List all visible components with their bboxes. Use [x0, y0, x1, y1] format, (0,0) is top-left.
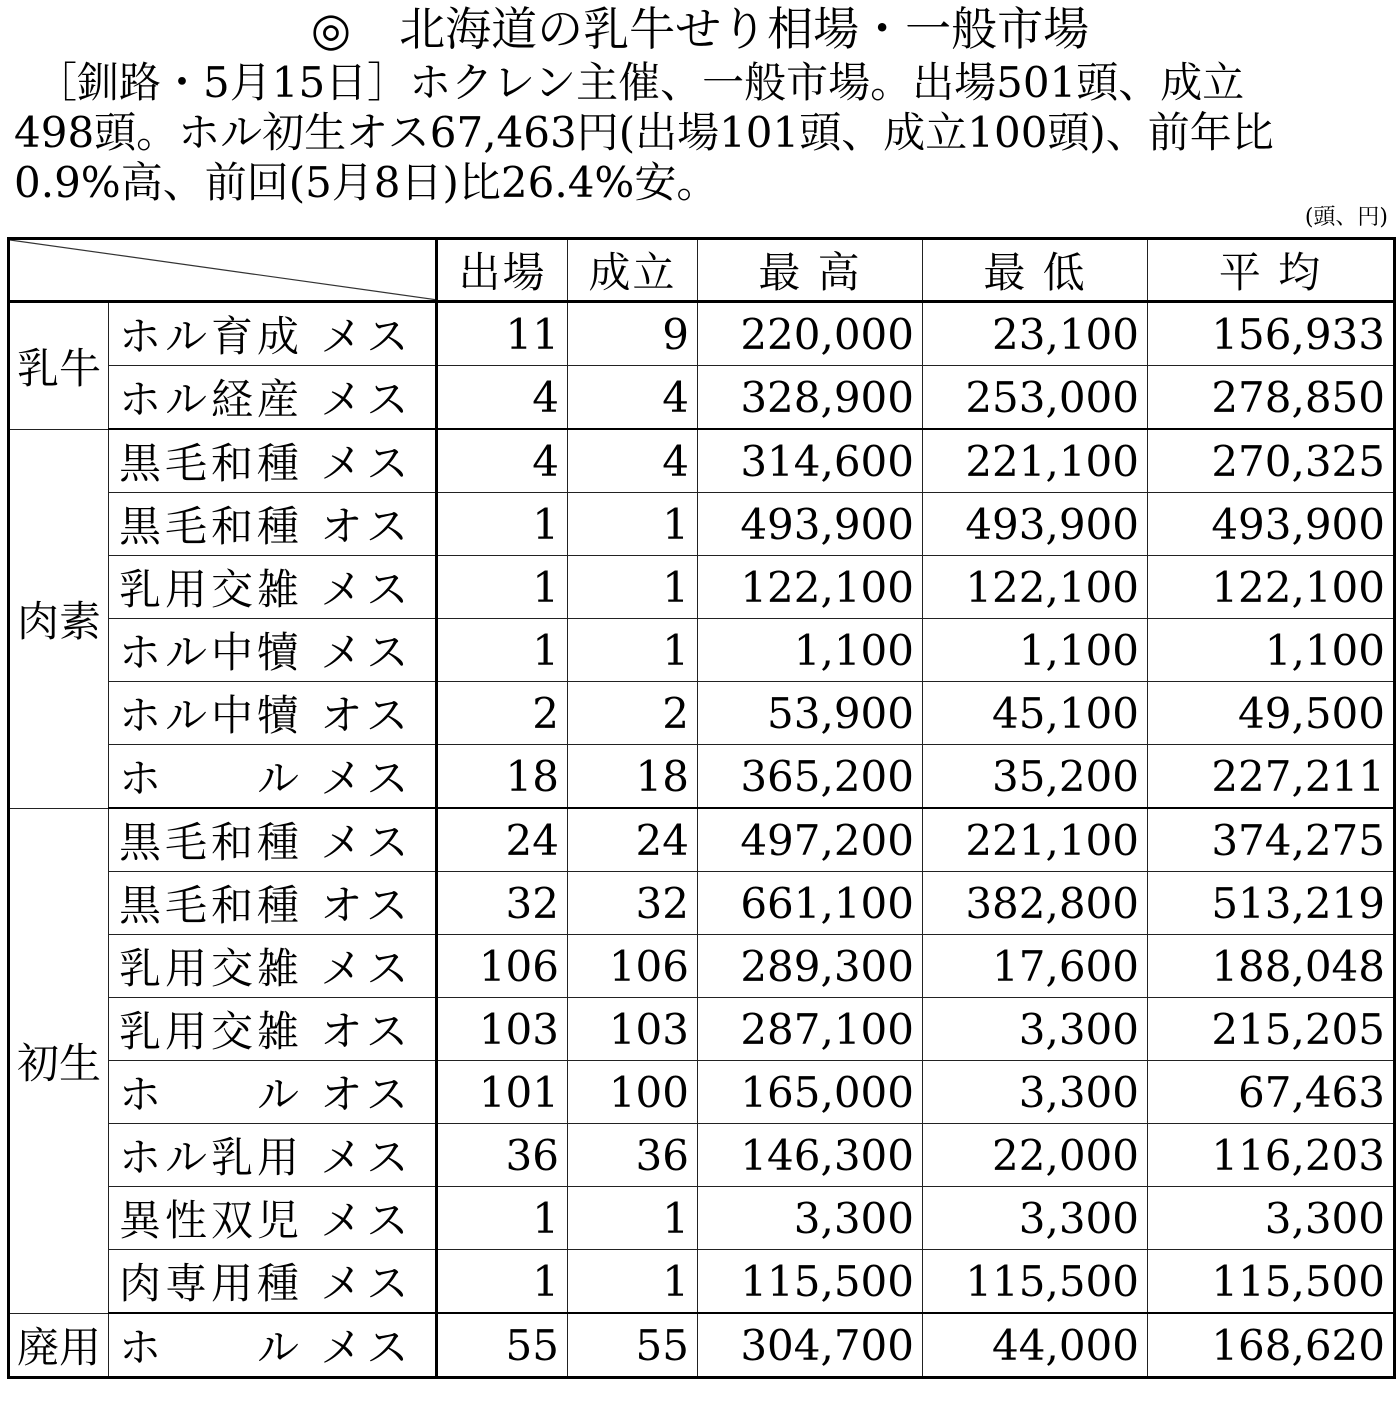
- sex-label: メス: [320, 565, 413, 614]
- category-cell: [109, 302, 437, 366]
- cell-min: 17,600: [923, 935, 1148, 998]
- sex-label: オス: [320, 691, 412, 740]
- cell-min: 45,100: [923, 682, 1148, 745]
- cell-seiritsu: 106: [568, 935, 698, 998]
- unit-note: (頭、円): [1304, 205, 1388, 230]
- cell-avg: 67,463: [1148, 1061, 1395, 1124]
- cell-max: 220,000: [698, 302, 923, 366]
- cell-seiritsu: 18: [568, 745, 698, 809]
- table-row: [9, 1313, 1395, 1378]
- breed-label: ホル育成: [119, 312, 304, 361]
- cell-max: 314,600: [698, 429, 923, 493]
- sex-label: メス: [320, 375, 413, 424]
- cell-min: 3,300: [923, 1187, 1148, 1250]
- cell-avg: 374,275: [1148, 808, 1395, 872]
- category-cell: [109, 682, 437, 745]
- cell-shutsujo: 106: [437, 935, 568, 998]
- category-cell: [109, 1250, 437, 1314]
- cell-avg: 116,203: [1148, 1124, 1395, 1187]
- cell-shutsujo: 36: [437, 1124, 568, 1187]
- category-cell: [109, 1187, 437, 1250]
- cell-shutsujo: 18: [437, 745, 568, 809]
- table-row: [9, 1061, 1395, 1124]
- double-circle-mark: ◎: [310, 2, 352, 56]
- category-cell: [109, 366, 437, 430]
- breed-label: 異性双児: [119, 1196, 304, 1245]
- sex-label: メス: [320, 1259, 413, 1308]
- cell-shutsujo: 1: [437, 619, 568, 682]
- cell-max: 304,700: [698, 1313, 923, 1378]
- breed-label: ホル中犢: [119, 628, 304, 677]
- category-cell: [109, 556, 437, 619]
- cell-min: 493,900: [923, 493, 1148, 556]
- lead-paragraph: [14, 58, 1392, 208]
- group-label: 乳牛: [9, 302, 109, 430]
- cell-min: 1,100: [923, 619, 1148, 682]
- cell-shutsujo: 101: [437, 1061, 568, 1124]
- cell-min: 382,800: [923, 872, 1148, 935]
- cell-seiritsu: 55: [568, 1313, 698, 1378]
- breed-label: ホル乳用: [119, 1133, 304, 1182]
- category-cell: [109, 1061, 437, 1124]
- cell-max: 122,100: [698, 556, 923, 619]
- category-cell: [109, 998, 437, 1061]
- table-row: [9, 745, 1395, 809]
- table-row: [9, 1124, 1395, 1187]
- cell-min: 23,100: [923, 302, 1148, 366]
- lead-line-2: 498頭。ホル初生オス67,463円(出場101頭、成立100頭)、前年比: [14, 108, 1274, 157]
- cell-min: 3,300: [923, 998, 1148, 1061]
- sex-label: オス: [320, 1070, 412, 1119]
- cell-seiritsu: 1: [568, 1250, 698, 1314]
- table-row: [9, 619, 1395, 682]
- cell-seiritsu: 4: [568, 429, 698, 493]
- cell-max: 493,900: [698, 493, 923, 556]
- table-row: [9, 302, 1395, 366]
- cell-avg: 270,325: [1148, 429, 1395, 493]
- cell-min: 122,100: [923, 556, 1148, 619]
- cell-shutsujo: 2: [437, 682, 568, 745]
- header-seiritsu: 成立: [568, 239, 698, 302]
- sex-label: メス: [320, 1323, 413, 1372]
- cell-seiritsu: 1: [568, 619, 698, 682]
- cell-seiritsu: 1: [568, 493, 698, 556]
- table-row: [9, 1250, 1395, 1314]
- group-label: 初生: [9, 808, 109, 1313]
- cell-avg: 278,850: [1148, 366, 1395, 430]
- cell-avg: 168,620: [1148, 1313, 1395, 1378]
- cell-avg: 513,219: [1148, 872, 1395, 935]
- breed-label: ホル経産: [119, 375, 304, 424]
- sex-label: オス: [320, 502, 412, 551]
- sex-label: メス: [320, 439, 413, 488]
- sex-label: メス: [320, 628, 413, 677]
- cell-seiritsu: 9: [568, 302, 698, 366]
- cell-shutsujo: 1: [437, 493, 568, 556]
- cell-max: 287,100: [698, 998, 923, 1061]
- cell-avg: 122,100: [1148, 556, 1395, 619]
- cell-shutsujo: 1: [437, 1187, 568, 1250]
- category-cell: [109, 493, 437, 556]
- breed-label: ホル中犢: [119, 691, 304, 740]
- table-header-row: [9, 239, 1395, 302]
- cell-min: 3,300: [923, 1061, 1148, 1124]
- group-label: 肉素: [9, 429, 109, 808]
- price-table: [7, 237, 1396, 1379]
- header-min: 最 低: [923, 239, 1148, 302]
- breed-label: 黒毛和種: [119, 818, 304, 867]
- cell-avg: 156,933: [1148, 302, 1395, 366]
- table-row: [9, 998, 1395, 1061]
- breed-label: 乳用交雑: [119, 944, 304, 993]
- cell-max: 328,900: [698, 366, 923, 430]
- sex-label: メス: [320, 1133, 413, 1182]
- category-cell: [109, 808, 437, 872]
- cell-shutsujo: 24: [437, 808, 568, 872]
- cell-avg: 215,205: [1148, 998, 1395, 1061]
- breed-label: 黒毛和種: [119, 439, 304, 488]
- breed-label: 肉専用種: [119, 1259, 304, 1308]
- diagonal-divider: [10, 240, 437, 300]
- breed-label: ホ ル: [119, 754, 304, 803]
- category-cell: [109, 429, 437, 493]
- cell-avg: 1,100: [1148, 619, 1395, 682]
- cell-avg: 115,500: [1148, 1250, 1395, 1314]
- cell-seiritsu: 32: [568, 872, 698, 935]
- table-row: [9, 682, 1395, 745]
- cell-shutsujo: 1: [437, 556, 568, 619]
- header-shutsujo: 出場: [437, 239, 568, 302]
- cell-shutsujo: 4: [437, 366, 568, 430]
- sex-label: メス: [320, 944, 413, 993]
- cell-shutsujo: 11: [437, 302, 568, 366]
- sex-label: メス: [320, 312, 413, 361]
- cell-avg: 3,300: [1148, 1187, 1395, 1250]
- category-cell: [109, 745, 437, 809]
- breed-label: 黒毛和種: [119, 502, 304, 551]
- cell-seiritsu: 24: [568, 808, 698, 872]
- cell-max: 497,200: [698, 808, 923, 872]
- cell-shutsujo: 32: [437, 872, 568, 935]
- table-row: [9, 1187, 1395, 1250]
- cell-min: 44,000: [923, 1313, 1148, 1378]
- group-label: 廃用: [9, 1313, 109, 1378]
- cell-max: 365,200: [698, 745, 923, 809]
- cell-min: 221,100: [923, 429, 1148, 493]
- category-cell: [109, 1124, 437, 1187]
- sex-label: オス: [320, 881, 412, 930]
- cell-max: 1,100: [698, 619, 923, 682]
- cell-seiritsu: 36: [568, 1124, 698, 1187]
- header-corner-cell: [9, 239, 437, 302]
- cell-max: 53,900: [698, 682, 923, 745]
- category-cell: [109, 935, 437, 998]
- cell-avg: 188,048: [1148, 935, 1395, 998]
- table-row: [9, 808, 1395, 872]
- cell-avg: 49,500: [1148, 682, 1395, 745]
- cell-max: 146,300: [698, 1124, 923, 1187]
- title-text: 北海道の乳牛せり相場・一般市場: [399, 2, 1090, 56]
- category-cell: [109, 1313, 437, 1378]
- category-cell: [109, 619, 437, 682]
- cell-shutsujo: 103: [437, 998, 568, 1061]
- lead-line-3: 0.9%高、前回(5月8日)比26.4%安。: [14, 158, 719, 207]
- cell-min: 253,000: [923, 366, 1148, 430]
- cell-seiritsu: 2: [568, 682, 698, 745]
- header-avg: 平 均: [1148, 239, 1395, 302]
- cell-min: 221,100: [923, 808, 1148, 872]
- cell-avg: 493,900: [1148, 493, 1395, 556]
- cell-max: 661,100: [698, 872, 923, 935]
- sex-label: メス: [320, 1196, 413, 1245]
- sex-label: メス: [320, 754, 413, 803]
- cell-max: 3,300: [698, 1187, 923, 1250]
- cell-min: 22,000: [923, 1124, 1148, 1187]
- cell-seiritsu: 1: [568, 1187, 698, 1250]
- cell-shutsujo: 1: [437, 1250, 568, 1314]
- breed-label: 黒毛和種: [119, 881, 304, 930]
- breed-label: ホ ル: [119, 1323, 304, 1372]
- cell-shutsujo: 4: [437, 429, 568, 493]
- sex-label: メス: [320, 818, 413, 867]
- table-row: [9, 366, 1395, 430]
- header-max: 最 高: [698, 239, 923, 302]
- table-row: [9, 429, 1395, 493]
- table-row: [9, 935, 1395, 998]
- article-title: [0, 4, 1400, 54]
- cell-max: 289,300: [698, 935, 923, 998]
- sex-label: オス: [320, 1007, 412, 1056]
- cell-seiritsu: 103: [568, 998, 698, 1061]
- cell-seiritsu: 1: [568, 556, 698, 619]
- category-cell: [109, 872, 437, 935]
- cell-seiritsu: 4: [568, 366, 698, 430]
- lead-line-1: ［釧路・5月15日］ホクレン主催、一般市場。出場501頭、成立: [14, 58, 1245, 107]
- cell-seiritsu: 100: [568, 1061, 698, 1124]
- breed-label: ホ ル: [119, 1070, 304, 1119]
- cell-min: 35,200: [923, 745, 1148, 809]
- cell-max: 115,500: [698, 1250, 923, 1314]
- table-row: [9, 556, 1395, 619]
- table-row: [9, 493, 1395, 556]
- breed-label: 乳用交雑: [119, 565, 304, 614]
- cell-shutsujo: 55: [437, 1313, 568, 1378]
- cell-avg: 227,211: [1148, 745, 1395, 809]
- cell-max: 165,000: [698, 1061, 923, 1124]
- table-row: [9, 872, 1395, 935]
- breed-label: 乳用交雑: [119, 1007, 304, 1056]
- cell-min: 115,500: [923, 1250, 1148, 1314]
